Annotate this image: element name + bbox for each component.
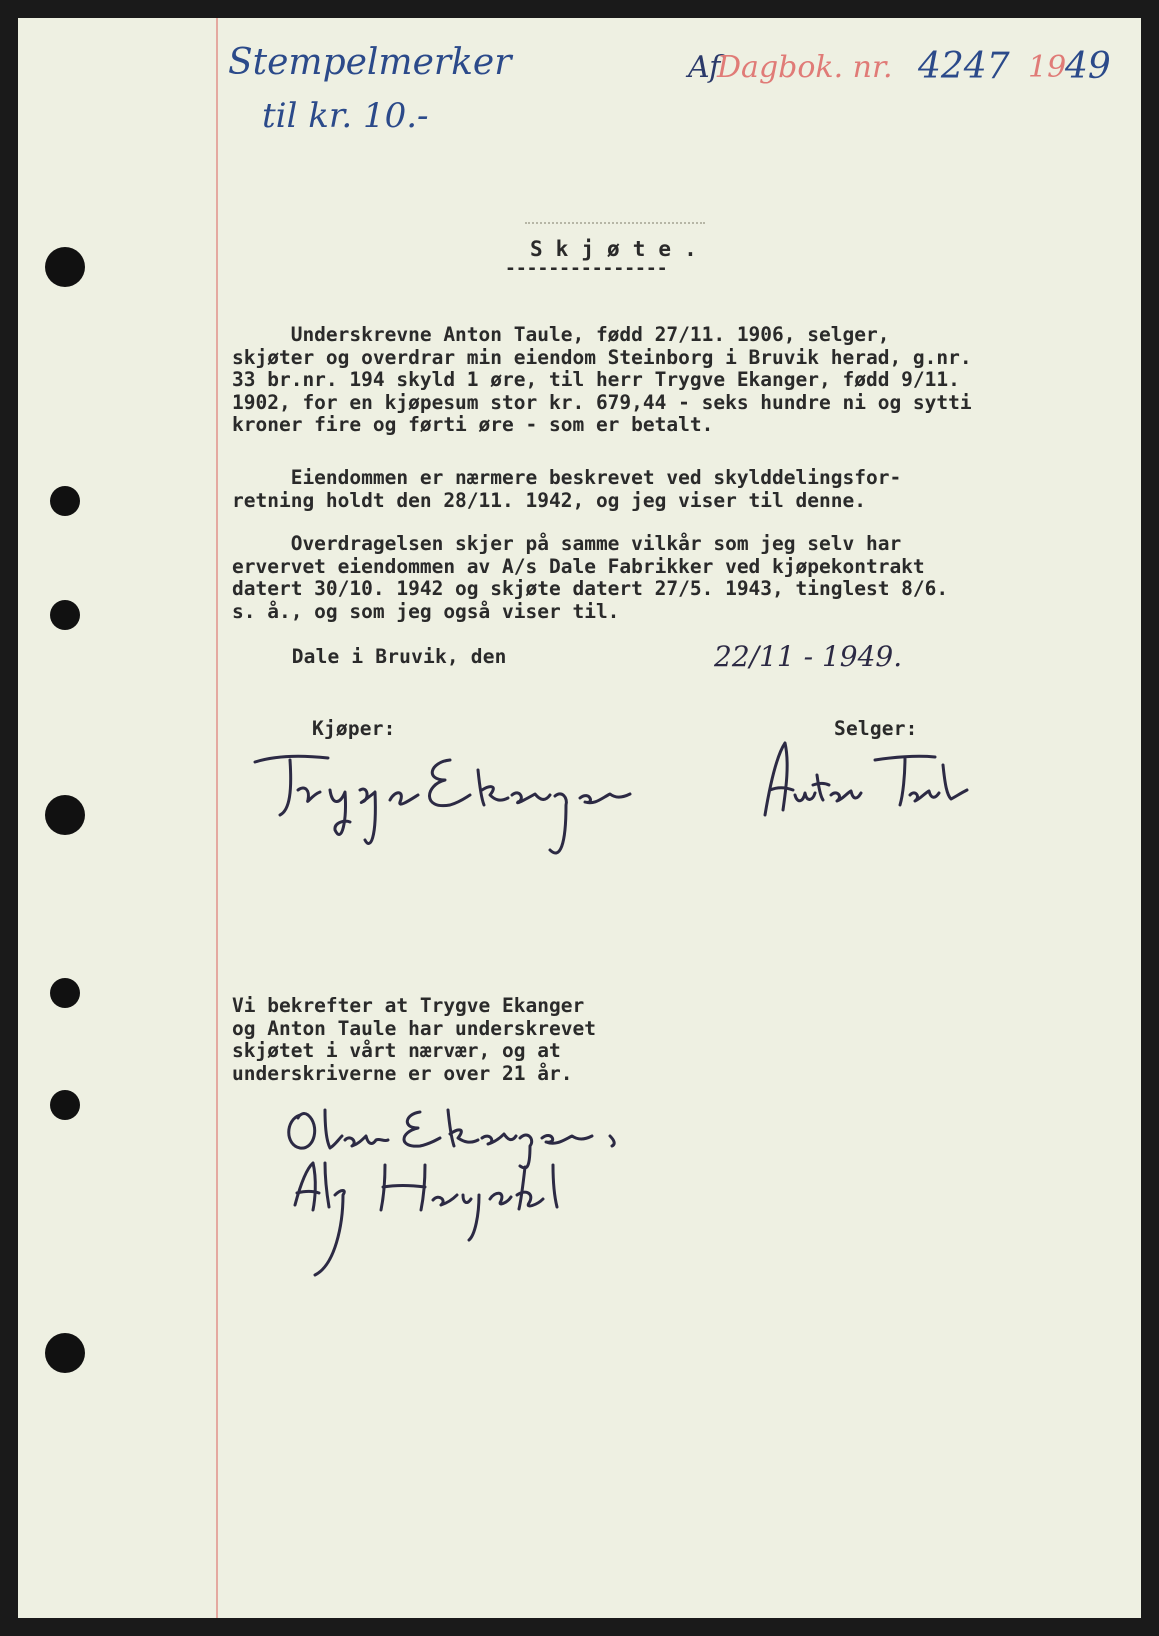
seller-signature xyxy=(755,735,995,835)
paragraph-line: 33 br.nr. 194 skyld 1 øre, til herr Trygve Ekanger, fødd 9/11. xyxy=(232,368,960,391)
punch-hole xyxy=(45,795,85,835)
paragraph-line: Eiendommen er nærmere beskrevet ved skylddelingsfor- xyxy=(232,466,902,489)
punch-hole xyxy=(45,1333,85,1373)
date-line-handwritten: 22/11 - 1949. xyxy=(714,640,903,673)
year-handwritten: 49 xyxy=(1065,46,1111,87)
dagbok-stamp-label: Dagbok. nr. xyxy=(717,50,893,85)
witness-statement xyxy=(232,995,596,1085)
paragraph-line: 1902, for en kjøpesum stor kr. 679,44 - seks hundre ni og sytti xyxy=(232,390,972,414)
paragraph-1 xyxy=(232,324,972,437)
paragraph-2 xyxy=(232,467,901,512)
witness-line: skjøtet i vårt nærvær, og at xyxy=(232,1039,561,1062)
seller-label: Selger: xyxy=(834,717,918,740)
paragraph-line: datert 30/10. 1942 og skjøte datert 27/5. 1943, tinglest 8/6. xyxy=(232,577,949,600)
year-stamp-prefix: 19 xyxy=(1028,50,1067,85)
dagbok-number: 4247 xyxy=(918,46,1010,87)
punch-hole xyxy=(50,978,80,1008)
paragraph-line: s. å., og som jeg også viser til. xyxy=(232,599,620,623)
punch-hole xyxy=(50,486,80,516)
paragraph-line: skjøter og overdrar min eiendom Steinborg i Bruvik herad, g.nr. xyxy=(232,345,972,369)
paragraph-line: kroner fire og førti øre - som er betalt. xyxy=(232,413,714,436)
handwritten-note-line1: Stempelmerker xyxy=(228,42,512,83)
paragraph-line: retning holdt den 28/11. 1942, og jeg viser til denne. xyxy=(232,488,866,512)
witness-line: og Anton Taule har underskrevet xyxy=(232,1016,596,1040)
paragraph-3 xyxy=(232,533,948,623)
witness-line: underskriverne er over 21 år. xyxy=(232,1061,573,1085)
title-underline: --------------- xyxy=(505,258,668,279)
witness-line: Vi bekrefter at Trygve Ekanger xyxy=(232,994,585,1017)
punch-hole xyxy=(45,247,85,287)
punch-hole xyxy=(50,1090,80,1120)
title-dotted-line xyxy=(525,222,705,224)
date-line-typed: Dale i Bruvik, den xyxy=(232,645,519,668)
punch-hole xyxy=(50,600,80,630)
handwritten-note-line2: til kr. 10.- xyxy=(262,96,429,136)
document-title: S k j ø t e . xyxy=(530,237,697,261)
paragraph-line: Underskrevne Anton Taule, fødd 27/11. 1906, selger, xyxy=(232,323,890,346)
buyer-signature xyxy=(250,750,670,880)
witness-signature-2 xyxy=(285,1155,605,1285)
margin-line xyxy=(216,18,218,1618)
buyer-label: Kjøper: xyxy=(312,717,396,740)
paragraph-line: ervervet eiendommen av A/s Dale Fabrikker ved kjøpekontrakt xyxy=(232,554,925,578)
handwritten-initials: Af xyxy=(688,50,721,85)
paragraph-line: Overdragelsen skjer på samme vilkår som jeg selv har xyxy=(232,532,902,555)
